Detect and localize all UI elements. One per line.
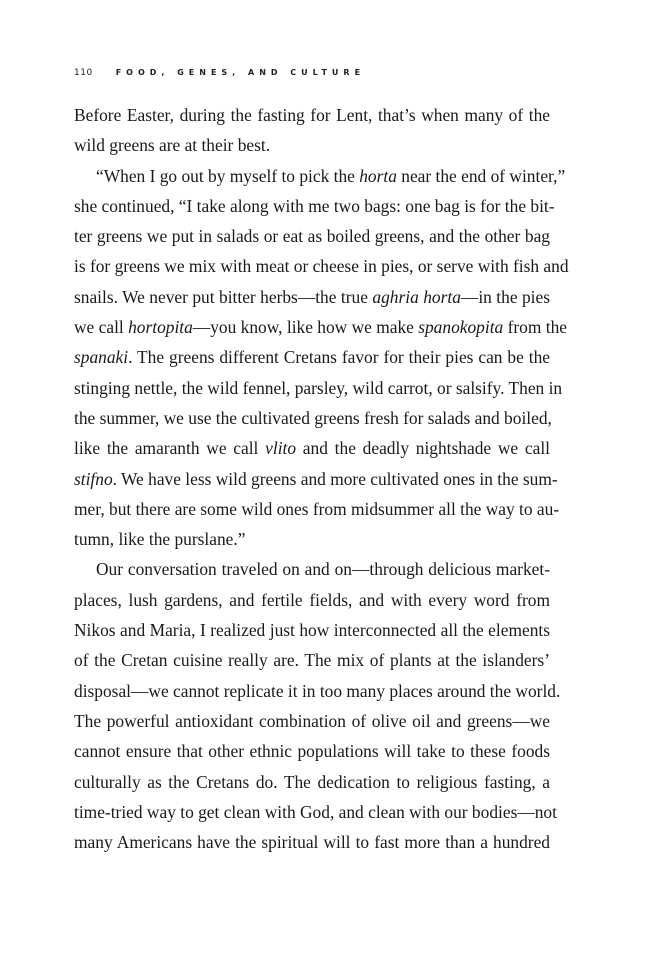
text-segment: culturally as the Cretans do. The dedication to religious fasting, a	[74, 771, 550, 792]
running-title: FOOD, GENES, AND CULTURE	[115, 68, 366, 77]
text-line	[74, 767, 550, 797]
text-segment: is for greens we mix with meat or cheese in pies, or serve with fish and	[74, 256, 569, 277]
text-segment: of the Cretan cuisine really are. The mix of plants at the islanders’	[74, 650, 550, 671]
text-segment: . The greens different Cretans favor for their pies can be the	[128, 347, 550, 368]
text-segment: snails. We never put bitter herbs—the true	[74, 286, 373, 307]
text-line	[74, 161, 566, 191]
text-segment: she continued, “I take along with me two bags: one bag is for the bit-	[74, 195, 555, 216]
text-line	[74, 827, 550, 857]
text-line	[74, 312, 567, 342]
text-line	[74, 797, 557, 827]
text-segment: . We have less wild greens and more cultivated ones in the sum-	[112, 468, 558, 489]
text-segment: cannot ensure that other ethnic populations will take to these foods	[74, 741, 550, 762]
page-number: 110	[74, 68, 93, 78]
text-segment: ter greens we put in salads or eat as boiled greens, and the other bag	[74, 226, 550, 247]
text-line	[74, 433, 550, 463]
text-segment: “When I go out by myself to pick the	[96, 165, 360, 186]
italic-term: spanokopita	[418, 317, 504, 338]
italic-term: spanaki	[74, 347, 129, 368]
text-line	[74, 191, 555, 221]
text-segment: The powerful antioxidant combination of olive oil and greens—we	[74, 710, 550, 731]
text-segment: mer, but there are some wild ones from midsummer all the way to au-	[74, 498, 560, 519]
italic-term: hortopita	[128, 317, 193, 338]
text-segment: disposal—we cannot replicate it in too many places around the world.	[74, 680, 561, 701]
text-line	[74, 342, 550, 372]
text-segment: near the end of winter,”	[396, 165, 566, 186]
text-line	[74, 494, 560, 524]
text-line	[74, 615, 550, 645]
text-line	[74, 736, 550, 766]
running-head	[74, 68, 554, 78]
italic-term: stifno	[74, 468, 113, 489]
text-line	[74, 464, 558, 494]
text-segment: wild greens are at their best.	[74, 135, 271, 156]
text-line	[74, 373, 563, 403]
text-segment: tumn, like the purslane.”	[74, 529, 246, 550]
italic-term: aghria horta	[372, 286, 461, 307]
text-line	[74, 403, 550, 433]
text-line	[74, 130, 550, 160]
text-line	[74, 100, 550, 130]
text-segment: —you know, like how we make	[192, 317, 419, 338]
text-segment: stinging nettle, the wild fennel, parsley, wild carrot, or salsify. Then in	[74, 377, 563, 398]
text-segment: Before Easter, during the fasting for Lent, that’s when many of the	[74, 105, 550, 125]
text-segment: we call	[74, 317, 129, 338]
text-segment: places, lush gardens, and fertile fields, and with every word from	[74, 589, 550, 610]
text-line	[74, 585, 550, 615]
text-line	[74, 706, 550, 736]
text-segment: like the amaranth we call	[74, 438, 266, 459]
text-line	[74, 524, 550, 554]
text-line	[74, 645, 550, 675]
text-line	[74, 282, 550, 312]
italic-term: horta	[359, 165, 397, 186]
text-line	[74, 676, 561, 706]
text-segment: the summer, we use the cultivated greens fresh for salads and boiled,	[74, 407, 552, 428]
text-segment: Nikos and Maria, I realized just how interconnected all the elements	[74, 620, 550, 641]
italic-term: vlito	[265, 438, 297, 459]
text-segment: time-tried way to get clean with God, and clean with our bodies—not	[74, 801, 557, 822]
text-line	[74, 221, 550, 251]
text-line	[74, 554, 550, 584]
body-text	[74, 100, 569, 857]
text-line	[74, 251, 569, 281]
text-segment: Our conversation traveled on and on—through delicious market-	[96, 559, 550, 580]
text-segment: and the deadly nightshade we call	[296, 438, 550, 459]
text-segment: —in the pies	[460, 286, 550, 307]
text-segment: many Americans have the spiritual will to fast more than a hundred	[74, 832, 550, 853]
text-segment: from the	[503, 317, 567, 338]
